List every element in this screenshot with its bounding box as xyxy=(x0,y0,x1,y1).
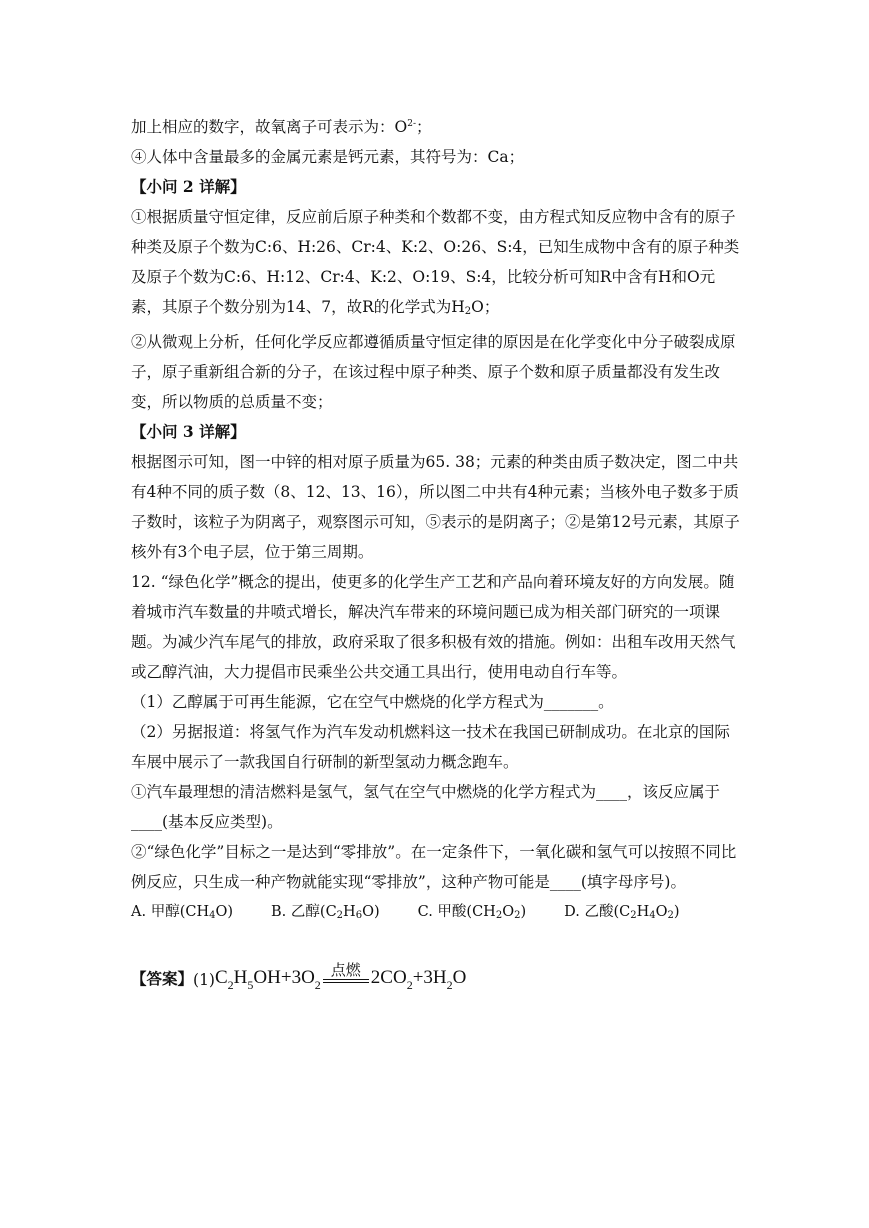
answer-part-number: (1) xyxy=(193,971,215,989)
text: ①根据质量守恒定律，反应前后原子种类和个数都不变，由方程式知反应物中含有的原子种类及原子个数为C:6、H:26、Cr:4、K:2、O:26、S:4，已知生成物中含有的原子种类及原子个数为C:6、H:12、Cr:4、K:2、O:19、S:4，比较分析可知R中含有H和O元素，其原子个数分别为14、7，故R的化学式为H xyxy=(131,208,740,316)
answer-label: 【答案】 xyxy=(131,969,194,988)
choice-d: D. 乙酸$(C_2H_4O_2)$ xyxy=(564,904,680,921)
equals-bar xyxy=(323,979,369,983)
choice-c: C. 甲酸$(CH_2O_2)$ xyxy=(417,904,527,921)
document-body xyxy=(131,109,741,992)
paragraph-calcium: ④人体中含量最多的金属元素是钙元素，其符号为：Ca； xyxy=(131,148,525,166)
section-heading-q3: 【小问 3 详解】 xyxy=(131,422,246,441)
paragraph-figure-analysis: 根据图示可知，图一中锌的相对原子质量为65. 38；元素的种类由质子数决定，图二中共有4种不同的质子数（8、12、13、16），所以图二中共有4种元素；当核外电子数多于质子数时，该粒子为阴离子，观察图示可知，⑤表示的是阴离子；②是第12号元素，其原子核外有3个电子层，位于第三周期。 xyxy=(131,453,740,561)
text: ； xyxy=(416,118,432,136)
answer-line xyxy=(131,941,741,992)
text: 加上相应的数字，故氧离子可表示为：O xyxy=(131,118,408,136)
text: O； xyxy=(471,298,500,316)
question-12-part-2b: ②“绿色化学”目标之一是达到“零排放”。在一定条件下，一氧化碳和氢气可以按照不同比例反应，只生成一种产物就能实现“零排放”，这种产物可能是____(填字母序号)。 xyxy=(131,843,737,891)
superscript: 2- xyxy=(407,119,416,129)
section-heading-q2: 【小问 2 详解】 xyxy=(131,177,246,196)
question-12-part-1: （1）乙醇属于可再生能源，它在空气中燃烧的化学方程式为_______。 xyxy=(131,693,614,711)
choice-b: B. 乙醇$(C_2H_6O)$ xyxy=(271,904,380,921)
paragraph-mass-conservation xyxy=(131,202,741,327)
paragraph-oxygen-ion xyxy=(131,109,741,142)
paragraph-micro-analysis: ②从微观上分析，任何化学反应都遵循质量守恒定律的原因是在化学变化中分子破裂成原子，原子重新组合新的分子，在该过程中原子种类、原子个数和原子质量都没有发生改变，所以物质的总质量不变； xyxy=(131,333,736,411)
reaction-condition xyxy=(323,961,369,983)
condition-label: 点燃 xyxy=(330,961,361,979)
choice-a: A. 甲醇$(CH_4O)$ xyxy=(131,904,234,921)
choice-list xyxy=(131,897,741,931)
subscript: 2 xyxy=(464,306,472,317)
question-12-part-2a: ①汽车最理想的清洁燃料是氢气，氢气在空气中燃烧的化学方程式为____，该反应属于____(基本反应类型)。 xyxy=(131,783,721,831)
question-12-stem: 12. “绿色化学”概念的提出，使更多的化学生产工艺和产品向着环境友好的方向发展。随着城市汽车数量的井喷式增长，解决汽车带来的环境问题已成为相关部门研究的一项课题。为减少汽车尾气的排放，政府采取了很多积极有效的措施。例如：出租车改用天然气或乙醇汽油，大力提倡市民乘坐公共交通工具出行，使用电动自行车等。 xyxy=(131,573,736,681)
combustion-equation: C 2 H 5 OH+3O 2 点燃 2CO 2 +3H 2 O xyxy=(214,961,467,992)
question-12-part-2: （2）另据报道：将氢气作为汽车发动机燃料这一技术在我国已研制成功。在北京的国际车展中展示了一款我国自行研制的新型氢动力概念跑车。 xyxy=(131,723,730,771)
